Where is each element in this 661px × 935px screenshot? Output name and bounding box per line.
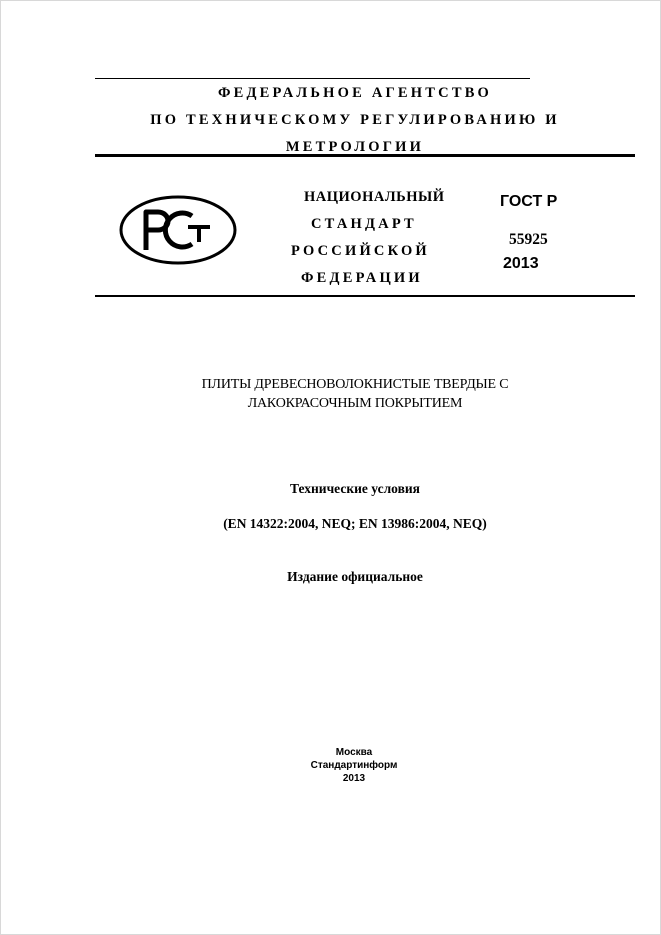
edition-note: Издание официальное bbox=[287, 569, 423, 584]
gost-number: 55925 bbox=[509, 231, 548, 248]
document-subtitle: Технические условия bbox=[290, 481, 420, 496]
standard-type-line-1: НАЦИОНАЛЬНЫЙ bbox=[304, 189, 445, 205]
document-title bbox=[120, 375, 590, 413]
agency-line-2: ПО ТЕХНИЧЕСКОМУ РЕГУЛИРОВАНИЮ И bbox=[150, 112, 560, 128]
standard-type-line-3: РОССИЙСКОЙ bbox=[291, 243, 430, 259]
header-top-rule bbox=[95, 154, 635, 157]
imprint-city: Москва bbox=[335, 747, 373, 758]
standard-type-line-4: ФЕДЕРАЦИИ bbox=[301, 270, 423, 286]
imprint-year: 2013 bbox=[342, 773, 366, 784]
standard-equivalence: (EN 14322:2004, NEQ; EN 13986:2004, NEQ) bbox=[223, 516, 487, 531]
agency-header bbox=[95, 80, 615, 161]
gost-code: ГОСТ Р bbox=[500, 193, 558, 210]
standard-type-block bbox=[286, 184, 466, 292]
rst-certification-mark-icon bbox=[118, 194, 238, 266]
imprint-publisher: Стандартинформ bbox=[310, 760, 398, 771]
document-title-line-1: ПЛИТЫ ДРЕВЕСНОВОЛОКНИСТЫЕ ТВЕРДЫЕ С bbox=[201, 377, 509, 392]
standard-type-line-2: СТАНДАРТ bbox=[311, 216, 417, 232]
imprint bbox=[254, 746, 454, 785]
gost-year: 2013 bbox=[503, 255, 539, 272]
agency-line-1: ФЕДЕРАЛЬНОЕ АГЕНТСТВО bbox=[217, 85, 493, 101]
agency-top-rule bbox=[95, 78, 530, 79]
header-bottom-rule bbox=[95, 295, 635, 297]
agency-line-3: МЕТРОЛОГИИ bbox=[285, 139, 425, 155]
document-title-line-2: ЛАКОКРАСОЧНЫМ ПОКРЫТИЕМ bbox=[247, 396, 463, 411]
